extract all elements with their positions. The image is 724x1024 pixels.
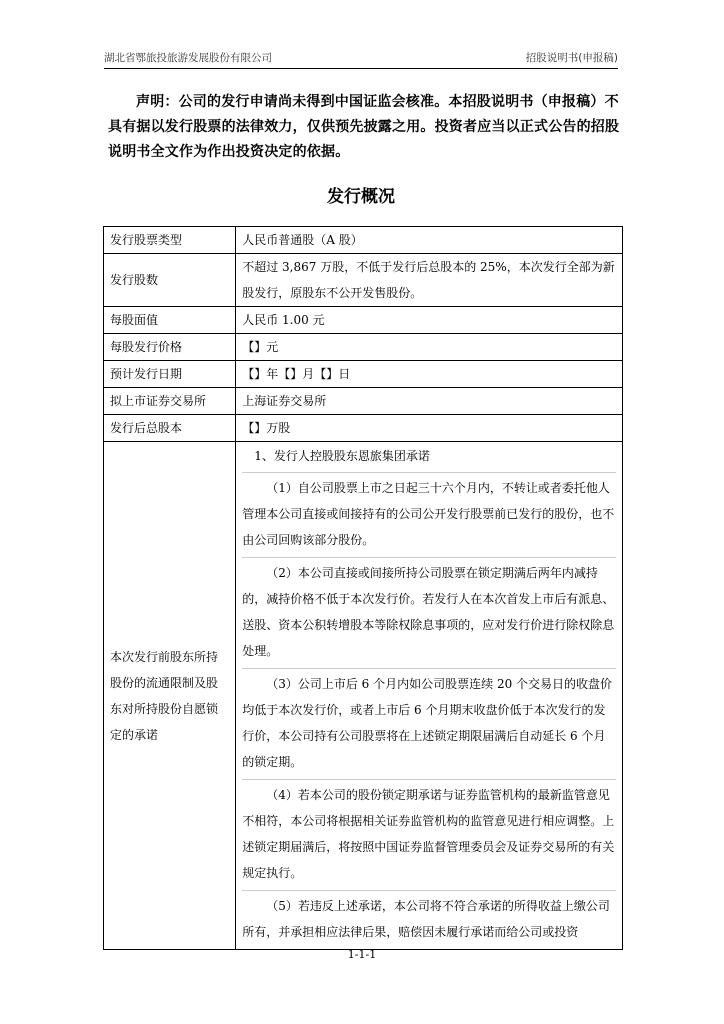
row-value: 【】年【】月【】日 [236, 361, 623, 388]
lockup-item: （2）本公司直接或间接所持公司股票在锁定期满后两年内减持的，减持价格不低于本次发行价。若发行人在本次首发上市后有派息、送股、资本公积转增股本等除权除息事项的，应对发行价进行除权除息处理。 [242, 558, 616, 669]
header-company: 湖北省鄂旅投旅游发展股份有限公司 [104, 52, 272, 64]
lockup-item: （4）若本公司的股份锁定期承诺与证券监管机构的最新监管意见不相符，本公司将根据相关证券监管机构的监管意见进行相应调整。上述锁定期届满后，将按照中国证券监督管理委员会及证券交易所的有关规定执行。 [242, 780, 616, 891]
table-row-lockup [104, 442, 623, 950]
header-doc-type: 招股说明书(申报稿) [525, 52, 618, 64]
row-value: 人民币 1.00 元 [236, 307, 623, 334]
table-row [104, 388, 623, 415]
row-label: 拟上市证券交易所 [104, 388, 236, 415]
row-label: 每股面值 [104, 307, 236, 334]
row-label: 发行股数 [104, 254, 236, 307]
row-value: 上海证券交易所 [236, 388, 623, 415]
table-row [104, 415, 623, 442]
page-title: 发行概况 [327, 187, 395, 207]
row-label: 预计发行日期 [104, 361, 236, 388]
table-row [104, 254, 623, 307]
page-header [104, 50, 618, 69]
row-label: 每股发行价格 [104, 334, 236, 361]
lockup-item: （5）若违反上述承诺，本公司将不符合承诺的所得收益上缴公司所有，并承担相应法律后果，赔偿因未履行承诺而给公司或投资 [242, 899, 610, 939]
lockup-item: （1）自公司股票上市之日起三十六个月内，不转让或者委托他人管理本公司直接或间接持有的公司公开发行股票前已发行的股份，也不由公司回购该部分股份。 [242, 473, 616, 558]
row-label: 发行股票类型 [104, 227, 236, 254]
lockup-item: （3）公司上市后 6 个月内如公司股票连续 20 个交易日的收盘价均低于本次发行价，或者上市后 6 个月期末收盘价低于本次发行的发行价，本公司持有公司股票将在上述锁定期限届满后自动延长 6 个月的锁定期。 [242, 669, 616, 780]
issuance-overview-table [103, 226, 623, 950]
row-value: 人民币普通股（A 股） [236, 227, 623, 254]
table-row [104, 227, 623, 254]
table-row [104, 307, 623, 334]
lockup-commitments [236, 442, 623, 950]
table-row [104, 361, 623, 388]
page-number: 1-1-1 [347, 948, 377, 961]
disclaimer-statement: 声明：公司的发行申请尚未得到中国证监会核准。本招股说明书（申报稿）不具有据以发行股票的法律效力，仅供预先披露之用。投资者应当以正式公告的招股说明书全文作为作出投资决定的依据。 [108, 94, 620, 160]
table-row [104, 334, 623, 361]
lockup-label: 本次发行前股东所持股份的流通限制及股东对所持股份自愿锁定的承诺 [104, 442, 236, 950]
lockup-heading: 1、发行人控股股东恩旅集团承诺 [242, 442, 616, 473]
row-value: 不超过 3,867 万股，不低于发行后总股本的 25%，本次发行全部为新股发行，原股东不公开发售股份。 [236, 254, 623, 307]
row-value: 【】万股 [236, 415, 623, 442]
row-value: 【】元 [236, 334, 623, 361]
row-label: 发行后总股本 [104, 415, 236, 442]
